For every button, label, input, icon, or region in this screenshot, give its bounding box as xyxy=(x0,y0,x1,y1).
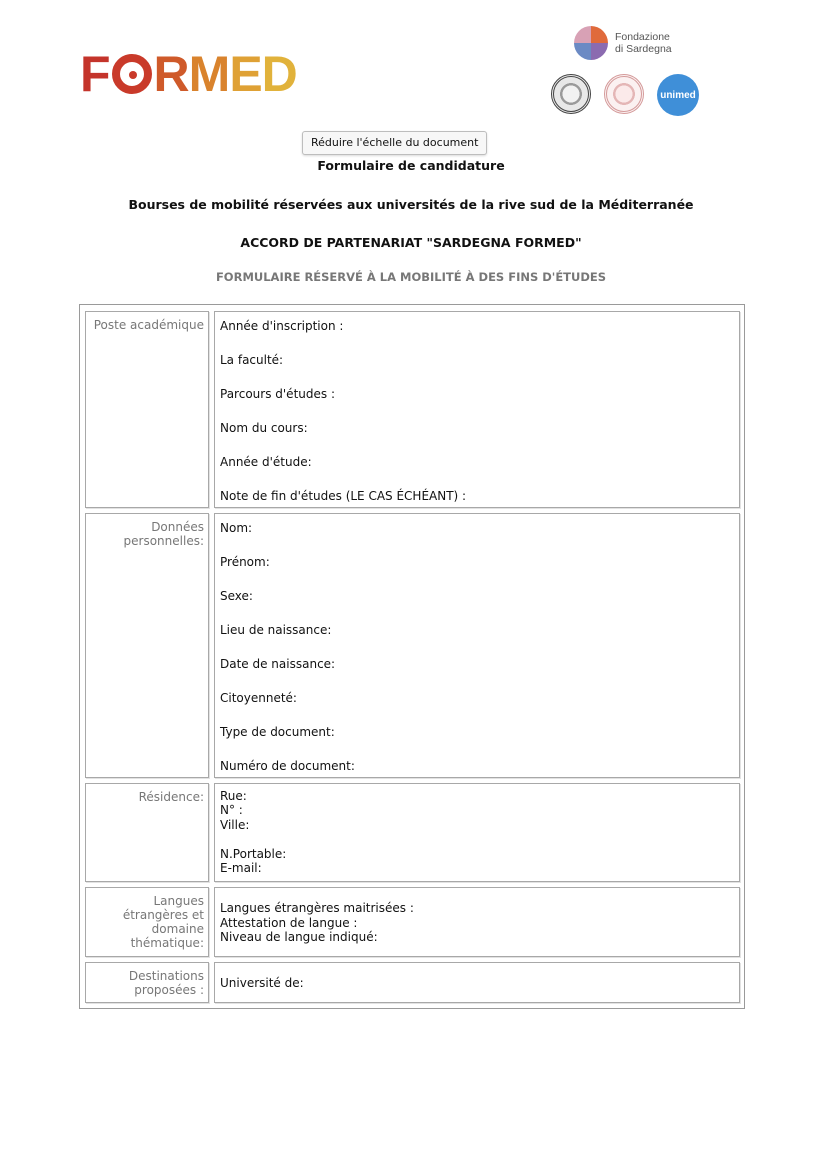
field-university: Université de: xyxy=(220,976,304,990)
section-fields-destinations xyxy=(214,962,740,1003)
field-sex: Sexe: xyxy=(220,589,253,603)
field-first-name: Prénom: xyxy=(220,555,270,569)
field-document-type: Type de document: xyxy=(220,725,335,739)
application-form xyxy=(79,304,745,1009)
section-label-academic: Poste académique xyxy=(85,311,209,508)
logo-globe-icon xyxy=(112,54,152,94)
field-birth-place: Lieu de naissance: xyxy=(220,623,332,637)
field-enrollment-year: Année d'inscription : xyxy=(220,319,344,333)
section-label-languages: Langues étrangères et domaine thématique: xyxy=(85,887,209,957)
unimed-logo: unimed xyxy=(657,74,699,116)
form-title: Formulaire de candidature xyxy=(317,158,505,173)
section-fields-languages xyxy=(214,887,740,957)
field-study-path: Parcours d'études : xyxy=(220,387,335,401)
fondazione-logo xyxy=(574,26,672,60)
field-document-number: Numéro de document: xyxy=(220,759,355,773)
form-subtitle: Bourses de mobilité réservées aux universités de la rive sud de la Méditerranée xyxy=(128,197,694,212)
field-faculty: La faculté: xyxy=(220,353,284,367)
field-birth-date: Date de naissance: xyxy=(220,657,336,671)
formed-logo xyxy=(80,44,297,104)
section-fields-academic xyxy=(214,311,740,508)
logo-letter: M xyxy=(188,46,230,102)
field-citizenship: Citoyenneté: xyxy=(220,691,297,705)
field-city: Ville: xyxy=(220,818,250,832)
fondazione-line2: di Sardegna xyxy=(615,43,672,55)
agreement-title: ACCORD DE PARTENARIAT "SARDEGNA FORMED" xyxy=(240,235,582,250)
section-fields-residence xyxy=(214,783,740,882)
field-mobile: N.Portable: xyxy=(220,847,287,861)
logo-letter: F xyxy=(80,46,110,102)
university-seal-icon xyxy=(604,74,644,114)
field-last-name: Nom: xyxy=(220,521,253,535)
logo-letter: D xyxy=(261,46,297,102)
field-number: N° : xyxy=(220,803,243,817)
field-email: E-mail: xyxy=(220,861,262,875)
field-final-grade: Note de fin d'études (LE CAS ÉCHÉANT) : xyxy=(220,489,467,503)
field-languages: Langues étrangères maitrisées : xyxy=(220,901,414,915)
field-street: Rue: xyxy=(220,789,247,803)
section-label-destinations: Destinations proposées : xyxy=(85,962,209,1003)
logo-letter: E xyxy=(229,46,262,102)
section-label-residence: Résidence: xyxy=(85,783,209,882)
purpose-title: FORMULAIRE RÉSERVÉ À LA MOBILITÉ À DES FINS D'ÉTUDES xyxy=(215,270,607,284)
fondazione-circle-icon xyxy=(574,26,608,60)
field-language-certificate: Attestation de langue : xyxy=(220,916,358,930)
scale-down-tooltip: Réduire l'échelle du document xyxy=(302,131,487,155)
university-seal-icon xyxy=(551,74,591,114)
field-language-level: Niveau de langue indiqué: xyxy=(220,930,378,944)
section-fields-personal xyxy=(214,513,740,778)
fondazione-line1: Fondazione xyxy=(615,31,670,43)
field-study-year: Année d'étude: xyxy=(220,455,312,469)
section-label-personal: Données personnelles: xyxy=(85,513,209,778)
field-course-name: Nom du cours: xyxy=(220,421,308,435)
logo-letter: R xyxy=(153,46,189,102)
